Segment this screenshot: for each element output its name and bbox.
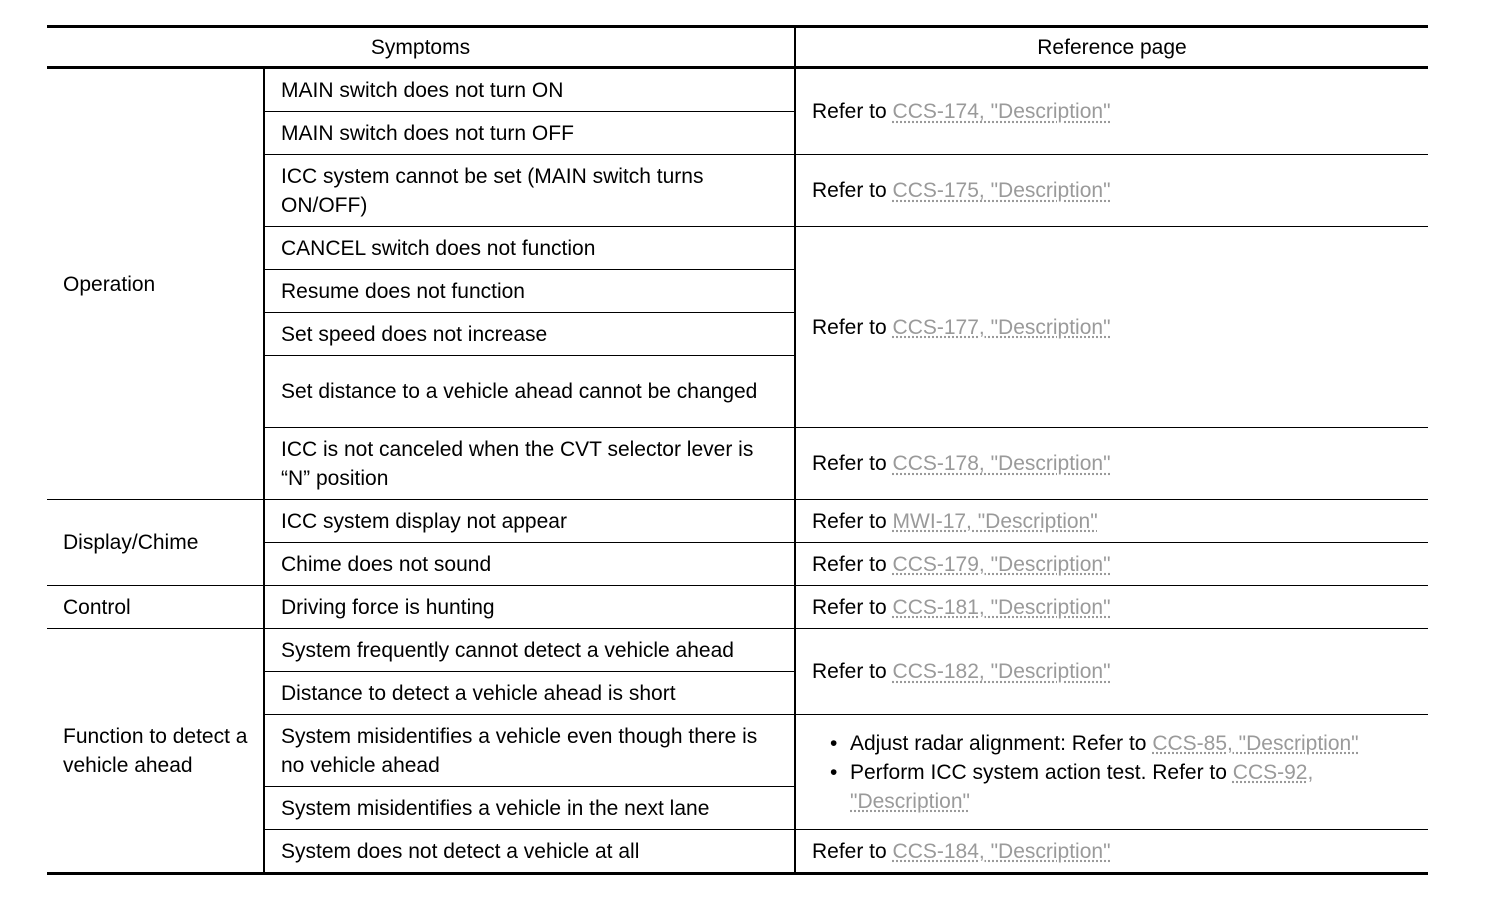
reference-link[interactable]: MWI-17, "Description": [892, 509, 1098, 533]
reference-cell: [795, 715, 1428, 830]
refer-prefix: Refer to: [812, 839, 887, 863]
symptom-cell: Distance to detect a vehicle ahead is short: [264, 672, 795, 715]
reference-link[interactable]: CCS-174, "Description": [892, 100, 1111, 123]
reference-cell: [795, 830, 1428, 874]
reference-link[interactable]: CCS-85, "Description": [1152, 731, 1359, 755]
bullet-text: Perform ICC system action test. Refer to: [850, 760, 1227, 784]
reference-link[interactable]: CCS-175, "Description": [892, 179, 1111, 202]
reference-cell: [795, 500, 1428, 543]
reference-header: Reference page: [795, 27, 1428, 68]
symptom-cell: ICC system cannot be set (MAIN switch turns ON/OFF): [264, 155, 795, 227]
reference-cell: [795, 68, 1428, 155]
symptom-cell: System does not detect a vehicle at all: [264, 830, 795, 874]
refer-prefix: Refer to: [812, 595, 887, 619]
reference-link[interactable]: CCS-182, "Description": [892, 660, 1111, 683]
reference-cell: [795, 543, 1428, 586]
refer-prefix: Refer to: [812, 552, 887, 576]
category-display-chime: Display/Chime: [47, 500, 264, 586]
table-header-row: [47, 27, 1428, 68]
symptom-cell: MAIN switch does not turn ON: [264, 68, 795, 112]
bullet-text: Adjust radar alignment: Refer to: [850, 731, 1147, 755]
refer-prefix: Refer to: [812, 660, 887, 683]
reference-cell: [795, 227, 1428, 428]
reference-link[interactable]: CCS-181, "Description": [892, 595, 1111, 619]
list-item: [830, 729, 1420, 758]
symptom-cell: System frequently cannot detect a vehicle ahead: [264, 629, 795, 672]
reference-cell: [795, 629, 1428, 715]
bullet-list: [812, 729, 1420, 816]
refer-prefix: Refer to: [812, 509, 887, 533]
reference-link[interactable]: CCS-184, "Description": [892, 839, 1111, 863]
refer-prefix: Refer to: [812, 452, 887, 475]
category-function-detect: Function to detect a vehicle ahead: [47, 629, 264, 874]
symptom-cell: CANCEL switch does not function: [264, 227, 795, 270]
refer-prefix: Refer to: [812, 100, 887, 123]
symptom-cell: Set distance to a vehicle ahead cannot be changed: [264, 356, 795, 428]
symptom-cell: ICC is not canceled when the CVT selector lever is “N” position: [264, 428, 795, 500]
refer-prefix: Refer to: [812, 315, 887, 339]
category-operation: Operation: [47, 68, 264, 500]
symptom-cell: Driving force is hunting: [264, 586, 795, 629]
table-row: [47, 500, 1428, 543]
table-row: [47, 68, 1428, 112]
table-row: [47, 586, 1428, 629]
reference-cell: [795, 155, 1428, 227]
reference-cell: [795, 428, 1428, 500]
symptom-cell: ICC system display not appear: [264, 500, 795, 543]
reference-link[interactable]: CCS-179, "Description": [892, 552, 1111, 576]
symptom-cell: System misidentifies a vehicle in the next lane: [264, 787, 795, 830]
table-row: [47, 629, 1428, 672]
reference-link[interactable]: CCS-177, "Description": [892, 315, 1111, 339]
symptom-cell: System misidentifies a vehicle even though there is no vehicle ahead: [264, 715, 795, 787]
symptom-table: [47, 25, 1428, 875]
symptom-cell: MAIN switch does not turn OFF: [264, 112, 795, 155]
category-control: Control: [47, 586, 264, 629]
reference-cell: [795, 586, 1428, 629]
symptoms-header: Symptoms: [47, 27, 795, 68]
symptom-cell: Set speed does not increase: [264, 313, 795, 356]
reference-link[interactable]: CCS-178, "Description": [892, 452, 1111, 475]
refer-prefix: Refer to: [812, 179, 887, 202]
symptom-cell: Resume does not function: [264, 270, 795, 313]
list-item: [830, 758, 1420, 816]
symptom-cell: Chime does not sound: [264, 543, 795, 586]
reference-link[interactable]: CCS-92, "Description": [850, 760, 1314, 813]
